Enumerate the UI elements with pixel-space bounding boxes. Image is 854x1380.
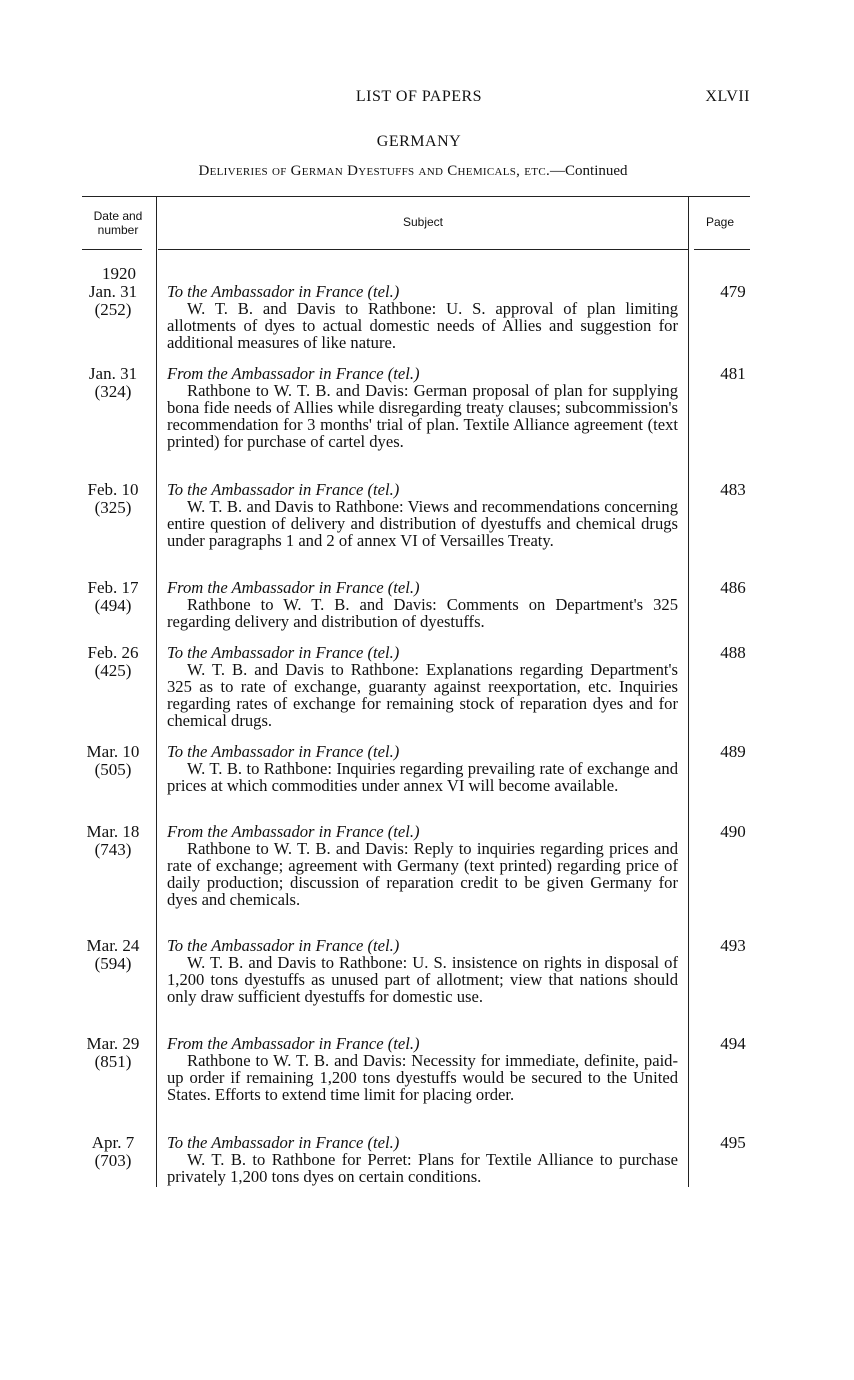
- entry-subject: [167, 481, 678, 549]
- entry-heading: To the Ambassador in France (tel.): [167, 1133, 400, 1152]
- entry-page: 481: [720, 364, 746, 383]
- entry-subject: [167, 1035, 678, 1103]
- entry-date-block: [70, 365, 156, 400]
- entry-number: (703): [94, 1150, 132, 1170]
- header-rule-date: [82, 249, 142, 250]
- entry-text: W. T. B. to Rathbone: Inquiries regarding prevailing rate of exchange and prices at which commodities under annex VI will become available.: [167, 759, 678, 796]
- entry-page: 488: [720, 643, 746, 662]
- entry-page: 479: [720, 282, 746, 301]
- entry-subject: [167, 743, 678, 794]
- entry-subject: [167, 283, 678, 351]
- entry-number: (252): [94, 299, 132, 319]
- entry-date: Apr. 7: [91, 1133, 135, 1152]
- column-divider-right: [688, 197, 689, 1187]
- entry-number: (425): [94, 660, 132, 680]
- entry-date-block: [70, 283, 156, 318]
- entry-number: (594): [94, 953, 132, 973]
- entry-subject: [167, 823, 678, 908]
- entry-heading: From the Ambassador in France (tel.): [167, 822, 420, 841]
- entry-date: Mar. 18: [86, 822, 140, 841]
- entry-heading: From the Ambassador in France (tel.): [167, 1034, 420, 1053]
- entry-number: (505): [94, 759, 132, 779]
- entry-date: Mar. 24: [86, 936, 140, 955]
- entry-date: Mar. 29: [86, 1034, 140, 1053]
- entry-number: (324): [94, 381, 132, 401]
- entry-subject: [167, 365, 678, 450]
- entry-subject: [167, 579, 678, 630]
- entry-heading: To the Ambassador in France (tel.): [167, 643, 400, 662]
- entry-page: 483: [720, 480, 746, 499]
- entry-date-block: [70, 937, 156, 972]
- country-heading: GERMANY: [376, 133, 462, 150]
- header-rule-page: [694, 249, 750, 250]
- section-heading: [0, 163, 826, 180]
- entry-date-block: [70, 644, 156, 679]
- entry-page: 494: [720, 1034, 746, 1053]
- entry-number: (494): [94, 595, 132, 615]
- entry-date: Feb. 10: [87, 480, 139, 499]
- entry-subject: [167, 1134, 678, 1185]
- table-top-rule: [82, 196, 750, 197]
- entry-page: 495: [720, 1133, 746, 1152]
- entry-date: Feb. 17: [87, 578, 139, 597]
- column-divider-left: [156, 197, 157, 1187]
- entry-number: (325): [94, 497, 132, 517]
- running-title: LIST OF PAPERS: [355, 88, 483, 105]
- entry-heading: To the Ambassador in France (tel.): [167, 742, 400, 761]
- entry-text: Rathbone to W. T. B. and Davis: Reply to inquiries regarding prices and rate of exchange; agreement with Germany (text printed) regarding price of daily production; discussion of reparation credit to be given Germany for dyes and chemicals.: [167, 839, 678, 910]
- entry-page: 486: [720, 578, 746, 597]
- entry-page: 489: [720, 742, 746, 761]
- entry-text: W. T. B. and Davis to Rathbone: Views and recommendations concerning entire question of delivery and distribution of dyestuffs and chemical drugs under paragraphs 1 and 2 of annex VI of Versailles Treaty.: [167, 497, 678, 551]
- column-header-subject: Subject: [402, 215, 444, 229]
- entry-subject: [167, 937, 678, 1005]
- continued-label: —Continued: [550, 163, 628, 179]
- entry-date: Feb. 26: [87, 643, 139, 662]
- entry-text: Rathbone to W. T. B. and Davis: Comments on Department's 325 regarding delivery and distribution of dyestuffs.: [167, 595, 678, 632]
- year-label: 1920: [102, 264, 136, 283]
- entry-heading: To the Ambassador in France (tel.): [167, 480, 400, 499]
- column-header-date-line1: Date and: [93, 209, 143, 223]
- column-header-page: Page: [705, 215, 735, 229]
- entry-date: Jan. 31: [88, 282, 138, 301]
- entry-date: Mar. 10: [86, 742, 140, 761]
- entry-page: 493: [720, 936, 746, 955]
- entry-heading: To the Ambassador in France (tel.): [167, 282, 400, 301]
- entry-date-block: [70, 579, 156, 614]
- page-number: XLVII: [705, 88, 750, 105]
- header-rule-subject: [158, 249, 688, 250]
- entry-date-block: [70, 823, 156, 858]
- entry-heading: From the Ambassador in France (tel.): [167, 578, 420, 597]
- entry-number: (743): [94, 839, 132, 859]
- entry-date: Jan. 31: [88, 364, 138, 383]
- entry-date-block: [70, 1035, 156, 1070]
- entry-text: Rathbone to W. T. B. and Davis: German proposal of plan for supplying bona fide needs of Allies while disregarding treaty clauses; subcommission's recommendation for 3 months' trial of plan. Textile Alliance agreement (text printed) for purchase of cartel dyes.: [167, 381, 678, 452]
- entry-number: (851): [94, 1051, 132, 1071]
- entry-text: W. T. B. and Davis to Rathbone: Explanations regarding Department's 325 as to rate of exchange, guaranty against reexportation, etc. Inquiries regarding rates of exchange for remaining stock of reparation dyes and for chemical drugs.: [167, 660, 678, 731]
- entry-date-block: [70, 743, 156, 778]
- entry-date-block: [70, 481, 156, 516]
- entry-heading: To the Ambassador in France (tel.): [167, 936, 400, 955]
- entry-text: W. T. B. and Davis to Rathbone: U. S. approval of plan limiting allotments of dyes to actual domestic needs of Allies and suggestion for additional measures of like nature.: [167, 299, 678, 353]
- entry-text: W. T. B. to Rathbone for Perret: Plans for Textile Alliance to purchase privately 1,200 tons dyes on certain conditions.: [167, 1150, 678, 1187]
- column-header-date-line2: number: [97, 223, 139, 237]
- entry-page: 490: [720, 822, 746, 841]
- section-title: Deliveries of German Dyestuffs and Chemicals, etc.: [198, 163, 551, 179]
- entry-text: W. T. B. and Davis to Rathbone: U. S. insistence on rights in disposal of 1,200 tons dyestuffs as unused part of allotment; view that nations should only draw sufficient dyestuffs for domestic use.: [167, 953, 678, 1007]
- entry-text: Rathbone to W. T. B. and Davis: Necessity for immediate, definite, paid-up order if remaining 1,200 tons dyestuffs would be secured to the United States. Efforts to extend time limit for placing order.: [167, 1051, 678, 1105]
- entry-subject: [167, 644, 678, 729]
- column-header-date: [82, 209, 154, 237]
- entry-date-block: [70, 1134, 156, 1169]
- entry-heading: From the Ambassador in France (tel.): [167, 364, 420, 383]
